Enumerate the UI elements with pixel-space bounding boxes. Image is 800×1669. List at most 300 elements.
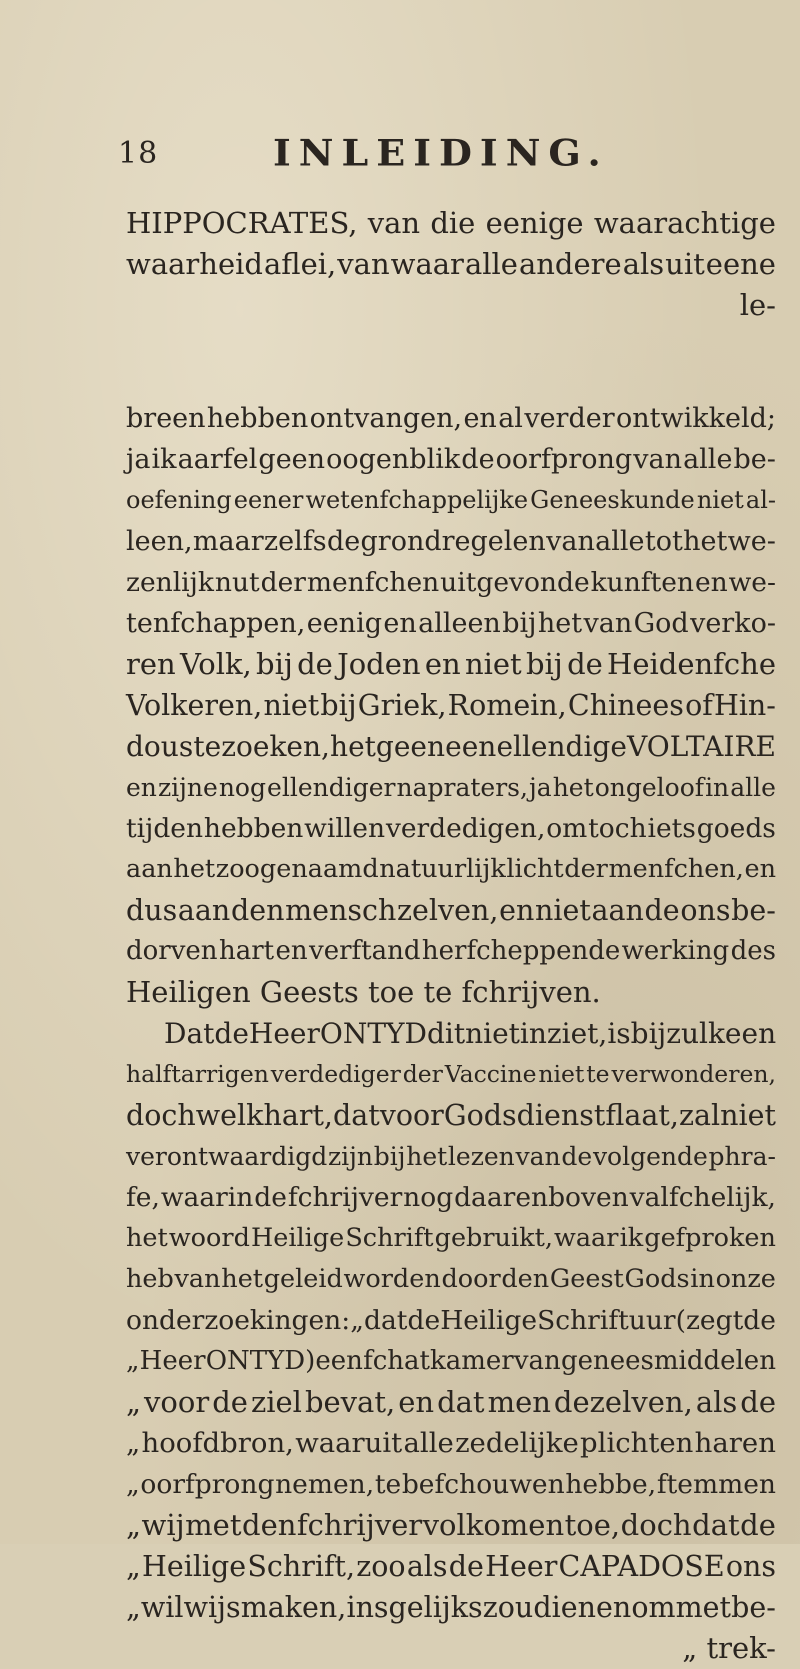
word: de xyxy=(407,1305,441,1336)
word: zal xyxy=(678,1099,721,1132)
word: de xyxy=(561,1142,593,1171)
word: alle xyxy=(403,1427,454,1459)
word: wij xyxy=(141,1508,185,1542)
text-line xyxy=(126,1464,776,1505)
catchword: le- xyxy=(739,288,776,322)
text-line xyxy=(126,644,776,685)
word: ftemmen xyxy=(656,1469,776,1500)
word: heb xyxy=(126,1264,174,1294)
word: flaat, xyxy=(605,1099,679,1132)
word: onze xyxy=(715,1264,776,1294)
word: Geneeskunde xyxy=(530,486,695,514)
word: niet xyxy=(720,1099,776,1132)
word: niet xyxy=(465,1017,520,1050)
word: woord xyxy=(168,1223,250,1253)
word: zijne xyxy=(157,773,218,802)
word: waar xyxy=(554,1223,619,1253)
word: het xyxy=(173,854,216,884)
word: dezelven, xyxy=(553,1385,693,1419)
word: hetgeen xyxy=(330,730,445,763)
word: oogenblik xyxy=(326,444,461,475)
word: tijden xyxy=(126,813,204,844)
word: volgende xyxy=(592,1142,708,1171)
word: napraters, xyxy=(396,773,528,802)
word: fchatkamer xyxy=(363,1346,514,1376)
word: andere xyxy=(518,247,622,281)
word: Hin- xyxy=(713,689,776,722)
word: als xyxy=(622,247,665,281)
text-line xyxy=(126,1218,776,1259)
word: al- xyxy=(745,486,776,514)
word: met xyxy=(185,1508,242,1542)
word: en xyxy=(424,647,461,681)
word: Heer xyxy=(139,1346,206,1376)
word: het xyxy=(537,608,583,639)
word: ik xyxy=(151,444,177,475)
text-line xyxy=(126,890,776,931)
word: geen xyxy=(258,444,326,475)
word: als xyxy=(695,1385,738,1419)
page-number: 18 xyxy=(118,136,159,171)
word: de xyxy=(740,1508,776,1542)
word: en xyxy=(275,936,308,966)
word: geleid xyxy=(263,1264,343,1294)
word: der xyxy=(564,854,608,884)
word: verdedigen, xyxy=(385,813,546,844)
word: van xyxy=(337,247,390,281)
word: ziel xyxy=(250,1385,302,1419)
word: der xyxy=(402,1060,443,1088)
word: ontwikkeld; xyxy=(616,403,776,434)
word: be- xyxy=(733,444,776,475)
text-line xyxy=(126,1136,776,1177)
word: zou xyxy=(482,1591,534,1624)
word: dat xyxy=(333,1099,380,1132)
word: hart, xyxy=(263,1099,333,1132)
text-line xyxy=(126,480,776,521)
word: van xyxy=(515,1142,561,1171)
word: hebben xyxy=(203,813,304,844)
word: de xyxy=(254,1182,287,1213)
word: Heidenfche xyxy=(607,647,776,681)
word: van xyxy=(546,526,595,557)
word: aarfel xyxy=(177,444,258,475)
word: bij xyxy=(320,689,357,722)
word: „ xyxy=(350,1305,364,1336)
text-line xyxy=(126,562,776,603)
page-break-gap xyxy=(126,326,776,398)
word: zedelijke xyxy=(455,1427,579,1459)
word: de xyxy=(448,1550,484,1583)
word: zoo xyxy=(356,1550,406,1583)
word: uit xyxy=(665,247,705,281)
word: niet xyxy=(263,689,320,722)
word: licht xyxy=(506,854,564,884)
word: alle xyxy=(595,526,645,557)
word: alle xyxy=(683,444,733,475)
word: oefening xyxy=(126,486,232,514)
word: niet xyxy=(538,1060,585,1088)
word: Heilige xyxy=(251,1223,345,1253)
word: HIPPOCRATES, xyxy=(126,206,358,240)
word: iets xyxy=(647,813,696,844)
word: welk xyxy=(195,1099,264,1132)
word: menfchen xyxy=(306,567,440,598)
word: eenige xyxy=(485,206,584,240)
running-title: INLEIDING. xyxy=(273,131,609,174)
word: te xyxy=(586,1060,610,1088)
word: eene xyxy=(705,247,776,281)
word: zijn xyxy=(327,1142,373,1171)
word: willen xyxy=(304,813,386,844)
word: waaruit xyxy=(295,1427,403,1459)
text-line xyxy=(126,1546,776,1587)
word: alle xyxy=(730,773,776,802)
word: wijs xyxy=(183,1591,241,1624)
word: tenfchappen, xyxy=(126,608,306,639)
word: zulk xyxy=(666,1017,725,1050)
word: verder xyxy=(524,403,615,434)
word: een xyxy=(445,730,497,763)
word: aan xyxy=(126,854,173,884)
word: waarin xyxy=(160,1182,254,1213)
word: Chinees xyxy=(567,689,684,722)
word: fchrijver xyxy=(296,1508,423,1542)
word: en xyxy=(694,567,728,598)
word: om xyxy=(546,813,588,844)
catchword-line xyxy=(126,285,776,326)
text-line xyxy=(126,1505,776,1546)
text-line xyxy=(126,1423,776,1464)
word: nog xyxy=(218,773,266,802)
word: CAPADOSE xyxy=(558,1550,725,1583)
word: ONTYD xyxy=(319,1017,427,1050)
word: Schriftuur xyxy=(537,1305,676,1336)
word: bevat, xyxy=(304,1385,396,1419)
word: het xyxy=(552,773,594,802)
word: en xyxy=(499,894,535,927)
word: aan xyxy=(591,894,644,927)
word: menfchen, xyxy=(608,854,744,884)
word: Joden xyxy=(337,647,421,681)
word: breen xyxy=(126,403,206,434)
word: bij xyxy=(256,647,293,681)
word: doch xyxy=(126,1099,196,1132)
page-header xyxy=(118,130,738,174)
word: Godsdienst xyxy=(443,1099,606,1132)
text-line xyxy=(126,1341,776,1382)
word: de xyxy=(297,647,333,681)
word: aan xyxy=(177,894,231,927)
word: fchrijver xyxy=(287,1182,403,1213)
text-line xyxy=(126,1054,776,1095)
word: gebruikt, xyxy=(434,1223,553,1253)
word: wil xyxy=(140,1591,184,1624)
word: dienen xyxy=(533,1591,632,1624)
word: Schrift xyxy=(345,1223,434,1253)
text-line xyxy=(126,603,776,644)
word: „ xyxy=(126,1385,142,1419)
word: waar xyxy=(390,247,464,281)
word: zoeken, xyxy=(221,730,330,763)
word: alle xyxy=(464,247,518,281)
word: toch xyxy=(588,813,647,844)
word: al xyxy=(498,403,523,434)
text-line xyxy=(126,203,776,244)
word: bij xyxy=(525,647,563,681)
word: halftarrigen xyxy=(126,1060,269,1088)
word: we- xyxy=(728,567,776,598)
word: met xyxy=(675,1591,732,1624)
text-line xyxy=(126,439,776,480)
word: de xyxy=(567,647,603,681)
word: Volk, xyxy=(179,647,252,681)
word: ellendige xyxy=(496,730,627,763)
word: het xyxy=(221,1264,264,1294)
word: Griek, xyxy=(357,689,447,722)
word: dorven xyxy=(126,936,218,966)
word: nog xyxy=(403,1182,454,1213)
text-line xyxy=(126,849,776,890)
word: de xyxy=(740,1385,776,1419)
word: verwonderen, xyxy=(611,1060,776,1088)
word: Schrift, xyxy=(247,1550,356,1583)
word: lezen xyxy=(447,1142,515,1171)
word: alleen xyxy=(418,608,501,639)
word: van xyxy=(367,206,421,240)
word: Volkeren, xyxy=(126,689,263,722)
text-line xyxy=(126,398,776,439)
word: dat xyxy=(437,1385,485,1419)
word: eener xyxy=(233,486,304,514)
word: dat xyxy=(364,1305,408,1336)
word: fe, xyxy=(126,1182,160,1213)
word: en xyxy=(463,403,497,434)
word: „ xyxy=(126,1550,141,1583)
word: onderzoekingen: xyxy=(126,1305,351,1336)
word: van xyxy=(633,444,682,475)
word: zenlijk xyxy=(126,567,214,598)
word: aflei, xyxy=(263,247,337,281)
word: Heer xyxy=(248,1017,320,1050)
word: God xyxy=(633,608,689,639)
word: voor xyxy=(379,1099,444,1132)
word: Heer xyxy=(485,1550,558,1583)
word: kunften xyxy=(590,567,694,598)
word: de xyxy=(743,1305,776,1336)
word: verontwaardigd xyxy=(126,1142,328,1171)
text-line xyxy=(126,1300,776,1341)
word: Vaccine xyxy=(444,1060,537,1088)
word: gefproken xyxy=(644,1223,776,1253)
word: verdediger xyxy=(270,1060,401,1088)
word: te xyxy=(374,1469,402,1500)
word: het xyxy=(406,1142,448,1171)
word: „ xyxy=(126,1591,141,1624)
word: verftand xyxy=(309,936,421,966)
word: volkomen xyxy=(422,1508,565,1542)
word: be- xyxy=(731,1591,776,1624)
text-line xyxy=(126,521,776,562)
word: grondregelen xyxy=(360,526,546,557)
word: bij xyxy=(502,608,537,639)
word: bij xyxy=(630,1017,667,1050)
text-line xyxy=(126,767,776,808)
word: in xyxy=(690,1264,715,1294)
word: Geest xyxy=(549,1264,624,1294)
word: waarheid xyxy=(126,247,263,281)
word: haren xyxy=(694,1427,776,1459)
word: van xyxy=(513,1346,561,1376)
text-line xyxy=(126,931,776,972)
word: een xyxy=(724,1017,777,1050)
word: goeds xyxy=(696,813,776,844)
text-line xyxy=(126,1259,776,1300)
word: niet xyxy=(535,894,591,927)
word: ontvangen, xyxy=(309,403,463,434)
word: ik xyxy=(619,1223,644,1253)
word: te xyxy=(193,730,222,763)
catchword: „ trek- xyxy=(682,1631,776,1665)
word: nemen, xyxy=(275,1469,375,1500)
word: (zegt xyxy=(675,1305,744,1336)
word: door xyxy=(441,1264,501,1294)
text-line xyxy=(126,1382,776,1423)
word: mensch xyxy=(285,894,397,927)
word: die xyxy=(430,206,476,240)
word: hebbe, xyxy=(565,1469,657,1500)
word: de xyxy=(214,1017,249,1050)
word: insgelijks xyxy=(346,1591,483,1624)
word: „ xyxy=(126,1508,142,1542)
word: uitgevonde xyxy=(440,567,590,598)
word: oorfprong xyxy=(495,444,633,475)
word: en xyxy=(744,854,776,884)
word: werking xyxy=(621,936,730,966)
text-line xyxy=(126,685,776,726)
word: dous xyxy=(126,730,194,763)
word: verko- xyxy=(690,608,776,639)
word: in xyxy=(705,773,730,802)
word: der xyxy=(260,567,306,598)
catchword-line xyxy=(126,1628,776,1669)
word: niet xyxy=(464,647,522,681)
word: een xyxy=(315,1346,363,1376)
text-line xyxy=(126,1095,776,1136)
word: ellendiger xyxy=(267,773,396,802)
word: niet xyxy=(696,486,744,514)
word: doch xyxy=(620,1508,692,1542)
word: waarachtige xyxy=(593,206,776,240)
word: ja xyxy=(529,773,552,802)
word: be- xyxy=(731,894,776,927)
word: nut xyxy=(214,567,260,598)
word: des xyxy=(730,936,776,966)
word: hebben xyxy=(206,403,309,434)
word: de xyxy=(212,1385,248,1419)
word: ren xyxy=(126,647,176,681)
word: het xyxy=(126,1223,168,1253)
word: Romein, xyxy=(447,689,567,722)
word: zelfs xyxy=(263,526,327,557)
text-line xyxy=(126,726,776,767)
word: den xyxy=(242,1508,297,1542)
word: de xyxy=(461,444,495,475)
word: men xyxy=(487,1385,551,1419)
word: we- xyxy=(727,526,776,557)
word: hart xyxy=(218,936,275,966)
word: ongeloof xyxy=(594,773,705,802)
word: als xyxy=(406,1550,448,1583)
word: befchouwen xyxy=(401,1469,565,1500)
word: voor xyxy=(144,1385,210,1419)
word: dus xyxy=(126,894,178,927)
word: wetenfchappelijke xyxy=(305,486,529,514)
text-line xyxy=(126,244,776,285)
word: phra- xyxy=(708,1142,776,1171)
text-line xyxy=(126,808,776,849)
word: van xyxy=(174,1264,221,1294)
text-line xyxy=(126,1177,776,1218)
word: de xyxy=(326,526,361,557)
text-line xyxy=(126,1587,776,1628)
word: leen, xyxy=(126,526,193,557)
word: „ xyxy=(126,1427,141,1459)
word: is xyxy=(607,1017,631,1050)
word: ons xyxy=(725,1550,776,1583)
word: VOLTAIRE xyxy=(627,730,776,763)
word: „ xyxy=(126,1469,140,1500)
word: bij xyxy=(373,1142,406,1171)
word: plichten xyxy=(580,1427,694,1459)
word: hoofdbron, xyxy=(141,1427,294,1459)
word: worden xyxy=(343,1264,441,1294)
word: maken, xyxy=(240,1591,347,1624)
word: ja xyxy=(126,444,151,475)
word: of xyxy=(685,689,713,722)
word: om xyxy=(631,1591,676,1624)
text-line: Heiligen Geests toe te fchrijven. xyxy=(126,975,601,1009)
text-line xyxy=(126,1013,776,1054)
word: ons xyxy=(680,894,731,927)
word: zoogenaamd xyxy=(215,854,379,884)
word: geneesmiddelen xyxy=(560,1346,776,1376)
body-text xyxy=(126,203,776,1669)
word: en xyxy=(126,773,157,802)
word: Heilige xyxy=(440,1305,538,1336)
word: maar xyxy=(192,526,264,557)
word: oorfprong xyxy=(140,1469,275,1500)
word: den xyxy=(501,1264,550,1294)
word: zelven, xyxy=(397,894,499,927)
word: ONTYD) xyxy=(205,1346,316,1376)
word: de xyxy=(644,894,680,927)
word: valfchelijk, xyxy=(629,1182,776,1213)
word: en xyxy=(383,608,417,639)
word: Dat xyxy=(164,1017,215,1050)
word: den xyxy=(230,894,285,927)
word: Heilige xyxy=(141,1550,247,1583)
word: toe, xyxy=(564,1508,621,1542)
word: en xyxy=(398,1385,435,1419)
word: dit xyxy=(426,1017,466,1050)
word: „ xyxy=(126,1346,140,1376)
word: daarenboven xyxy=(454,1182,629,1213)
word: van xyxy=(583,608,633,639)
word: Gods xyxy=(624,1264,690,1294)
word: natuurlijk xyxy=(379,854,506,884)
word: het xyxy=(683,526,728,557)
